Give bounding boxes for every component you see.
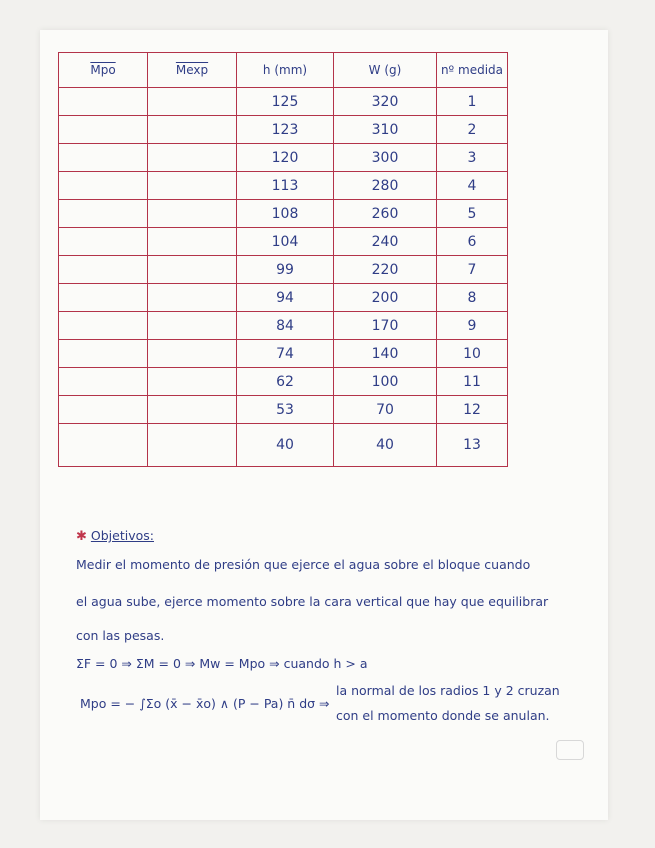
header-mpo — [59, 53, 148, 88]
cell-h: 40 — [237, 424, 334, 467]
cell-h: 120 — [237, 144, 334, 172]
cell-n: 2 — [437, 116, 508, 144]
header-w: W (g) — [334, 53, 437, 88]
cell-mpo — [59, 396, 148, 424]
cell-w: 300 — [334, 144, 437, 172]
cell-w: 140 — [334, 340, 437, 368]
cell-n: 6 — [437, 228, 508, 256]
cell-mexp — [148, 340, 237, 368]
cell-mpo — [59, 368, 148, 396]
cell-n: 11 — [437, 368, 508, 396]
cell-n: 5 — [437, 200, 508, 228]
objectives-heading — [76, 528, 154, 544]
cell-mexp — [148, 200, 237, 228]
header-h: h (mm) — [237, 53, 334, 88]
measurements-table — [58, 52, 508, 467]
cell-h: 123 — [237, 116, 334, 144]
cell-mexp — [148, 396, 237, 424]
cell-w: 260 — [334, 200, 437, 228]
table-row — [59, 396, 508, 424]
cell-mpo — [59, 284, 148, 312]
cell-mpo — [59, 424, 148, 467]
note-radii: la normal de los radios 1 y 2 cruzan — [336, 683, 560, 698]
cell-mpo — [59, 172, 148, 200]
cell-mpo — [59, 228, 148, 256]
table-row — [59, 172, 508, 200]
equation-balance: ΣF = 0 ⇒ ΣM = 0 ⇒ Mw = Mpo ⇒ cuando h > a — [76, 656, 368, 671]
cell-h: 108 — [237, 200, 334, 228]
table-row — [59, 228, 508, 256]
cell-mexp — [148, 116, 237, 144]
cell-h: 113 — [237, 172, 334, 200]
cell-w: 70 — [334, 396, 437, 424]
cell-n: 8 — [437, 284, 508, 312]
table-row — [59, 256, 508, 284]
cell-mexp — [148, 88, 237, 116]
cell-h: 104 — [237, 228, 334, 256]
cell-mexp — [148, 228, 237, 256]
cell-mexp — [148, 368, 237, 396]
header-mpo-label: $\overline{Mpo}$ — [90, 63, 116, 77]
table-row — [59, 340, 508, 368]
cell-w: 240 — [334, 228, 437, 256]
cell-mexp — [148, 144, 237, 172]
cell-w: 310 — [334, 116, 437, 144]
header-mexp-label: Mexp — [175, 63, 209, 77]
note-moment: con el momento donde se anulan. — [336, 708, 550, 723]
cell-w: 220 — [334, 256, 437, 284]
cell-w: 100 — [334, 368, 437, 396]
table-row — [59, 312, 508, 340]
objectives-heading-text: Objetivos: — [90, 528, 154, 543]
cell-n: 7 — [437, 256, 508, 284]
cell-mpo — [59, 200, 148, 228]
cell-mexp — [148, 256, 237, 284]
cell-h: 94 — [237, 284, 334, 312]
table-row — [59, 368, 508, 396]
cell-h: 125 — [237, 88, 334, 116]
cell-mpo — [59, 116, 148, 144]
table-row — [59, 116, 508, 144]
equation-moment: Mpo = − ∫Σo (x̄ − x̄o) ∧ (P − Pa) n̄ dσ ⇒ — [80, 696, 330, 711]
cell-mpo — [59, 88, 148, 116]
notes-line-1: Medir el momento de presión que ejerce el agua sobre el bloque cuando — [76, 557, 531, 572]
table-row — [59, 88, 508, 116]
cell-n: 1 — [437, 88, 508, 116]
cell-n: 10 — [437, 340, 508, 368]
asterisk-icon: ✱ — [76, 529, 87, 544]
cell-w: 280 — [334, 172, 437, 200]
cell-n: 13 — [437, 424, 508, 467]
cell-n: 4 — [437, 172, 508, 200]
cell-h: 53 — [237, 396, 334, 424]
page-corner-mark — [556, 740, 584, 760]
cell-w: 320 — [334, 88, 437, 116]
cell-mpo — [59, 312, 148, 340]
table-row — [59, 144, 508, 172]
cell-n: 12 — [437, 396, 508, 424]
cell-h: 84 — [237, 312, 334, 340]
cell-mexp — [148, 312, 237, 340]
cell-n: 9 — [437, 312, 508, 340]
cell-n: 3 — [437, 144, 508, 172]
table-row — [59, 284, 508, 312]
cell-w: 40 — [334, 424, 437, 467]
cell-mpo — [59, 144, 148, 172]
cell-h: 74 — [237, 340, 334, 368]
cell-mpo — [59, 340, 148, 368]
cell-mexp — [148, 172, 237, 200]
cell-h: 99 — [237, 256, 334, 284]
cell-w: 170 — [334, 312, 437, 340]
table-header-row — [59, 53, 508, 88]
cell-mexp — [148, 284, 237, 312]
cell-mpo — [59, 256, 148, 284]
header-mexp — [148, 53, 237, 88]
cell-mexp — [148, 424, 237, 467]
notes-line-3: con las pesas. — [76, 628, 165, 643]
cell-w: 200 — [334, 284, 437, 312]
table-row — [59, 424, 508, 467]
notes-line-2: el agua sube, ejerce momento sobre la cara vertical que hay que equilibrar — [76, 594, 549, 609]
table-row — [59, 200, 508, 228]
header-n-medida: nº medida — [437, 53, 508, 88]
cell-h: 62 — [237, 368, 334, 396]
